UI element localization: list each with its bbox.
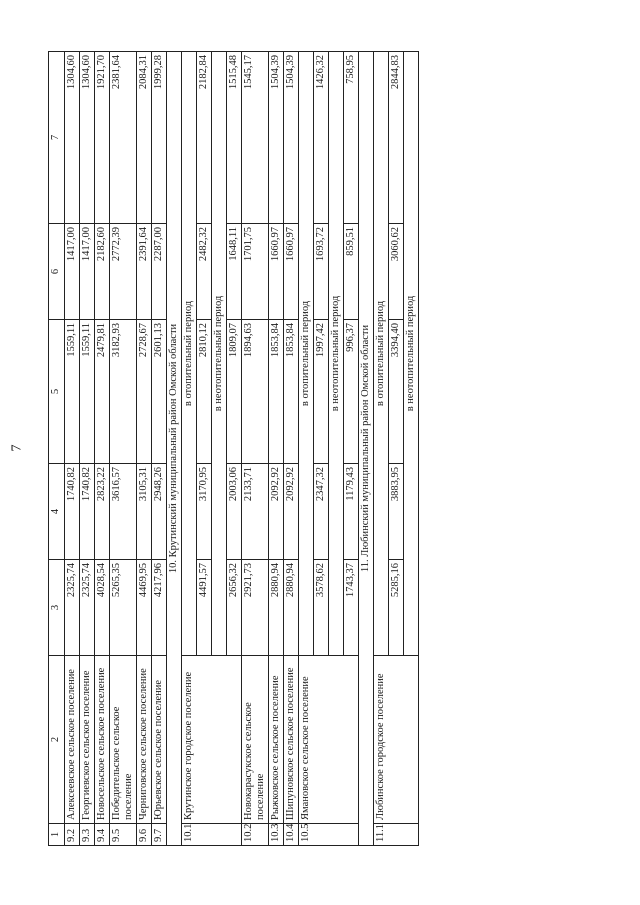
row-number: 10.3 xyxy=(269,824,284,846)
settlement-name: Новосельское сельское поселение xyxy=(95,656,110,824)
settlement-name: Алексеевское сельское поселение xyxy=(65,656,80,824)
period-label: в неотопительный период xyxy=(212,52,227,656)
value-cell: 1701,75 xyxy=(242,224,269,320)
value-cell: 2084,31 xyxy=(137,52,152,224)
tariff-table xyxy=(48,51,419,846)
settlement-name: Победительское сельское поселение xyxy=(110,656,137,824)
value-cell: 1921,70 xyxy=(95,52,110,224)
value-cell: 1809,07 xyxy=(227,320,242,464)
row-number: 9.7 xyxy=(152,824,167,846)
value-cell: 2482,32 xyxy=(197,224,212,320)
header-cell: 7 xyxy=(49,52,65,224)
value-cell: 2391,64 xyxy=(137,224,152,320)
value-cell: 3578,62 xyxy=(314,560,329,656)
value-cell: 5285,16 xyxy=(389,560,404,656)
section-row xyxy=(167,52,182,846)
value-cell: 2381,64 xyxy=(110,52,137,224)
row-number: 10.1 xyxy=(182,824,242,846)
value-cell: 2772,39 xyxy=(110,224,137,320)
header-cell: 4 xyxy=(49,464,65,560)
section-title: 10. Крутинский муниципальный район Омской области xyxy=(167,52,182,846)
settlement-name: Шипуновское сельское поселение xyxy=(284,656,299,824)
value-cell: 2479,81 xyxy=(95,320,110,464)
period-label: в отопительный период xyxy=(182,52,197,656)
value-cell: 1417,00 xyxy=(80,224,95,320)
value-cell: 1504,39 xyxy=(269,52,284,224)
value-cell: 1515,48 xyxy=(227,52,242,224)
settlement-name: Черниговское сельское поселение xyxy=(137,656,152,824)
value-cell: 2133,71 xyxy=(242,464,269,560)
value-cell: 3105,31 xyxy=(137,464,152,560)
row-number: 10.5 xyxy=(299,824,359,846)
header-row xyxy=(49,52,65,846)
value-cell: 1417,00 xyxy=(65,224,80,320)
settlement-name: Рыжковское сельское поселение xyxy=(269,656,284,824)
period-label: в неотопительный период xyxy=(404,52,419,656)
value-cell: 2601,13 xyxy=(152,320,167,464)
rotated-table-container xyxy=(48,52,584,846)
section-row xyxy=(359,52,374,846)
value-cell: 1740,82 xyxy=(65,464,80,560)
value-cell: 2347,32 xyxy=(314,464,329,560)
value-cell: 1304,60 xyxy=(80,52,95,224)
table-row xyxy=(374,52,389,846)
row-number: 9.4 xyxy=(95,824,110,846)
value-cell: 2325,74 xyxy=(65,560,80,656)
row-number: 10.4 xyxy=(284,824,299,846)
value-cell: 2948,26 xyxy=(152,464,167,560)
value-cell: 2182,60 xyxy=(95,224,110,320)
value-cell: 2325,74 xyxy=(80,560,95,656)
value-cell: 5265,35 xyxy=(110,560,137,656)
row-number: 9.5 xyxy=(110,824,137,846)
header-cell: 2 xyxy=(49,656,65,824)
value-cell: 4028,54 xyxy=(95,560,110,656)
value-cell: 996,37 xyxy=(344,320,359,464)
row-number: 11.1 xyxy=(374,824,419,846)
value-cell: 1894,63 xyxy=(242,320,269,464)
settlement-name: Любинское городское поселение xyxy=(374,656,419,824)
row-number: 9.3 xyxy=(80,824,95,846)
settlement-name: Ямановское сельское поселение xyxy=(299,656,359,824)
period-label: в отопительный период xyxy=(299,52,314,656)
value-cell: 1648,11 xyxy=(227,224,242,320)
table-row xyxy=(80,52,95,846)
table-row xyxy=(182,52,197,846)
table-row xyxy=(242,52,269,846)
value-cell: 1999,28 xyxy=(152,52,167,224)
period-label: в неотопительный период xyxy=(329,52,344,656)
row-number: 10.2 xyxy=(242,824,269,846)
value-cell: 1559,11 xyxy=(80,320,95,464)
header-cell: 1 xyxy=(49,824,65,846)
value-cell: 2092,92 xyxy=(284,464,299,560)
value-cell: 1740,82 xyxy=(80,464,95,560)
value-cell: 2823,22 xyxy=(95,464,110,560)
value-cell: 758,95 xyxy=(344,52,359,224)
page-number: 7 xyxy=(9,444,25,452)
header-cell: 5 xyxy=(49,320,65,464)
value-cell: 2810,12 xyxy=(197,320,212,464)
value-cell: 2880,94 xyxy=(269,560,284,656)
value-cell: 1693,72 xyxy=(314,224,329,320)
value-cell: 2844,83 xyxy=(389,52,404,224)
table-row xyxy=(95,52,110,846)
value-cell: 1997,42 xyxy=(314,320,329,464)
value-cell: 1660,97 xyxy=(284,224,299,320)
value-cell: 4491,57 xyxy=(197,560,212,656)
value-cell: 2287,00 xyxy=(152,224,167,320)
value-cell: 1504,39 xyxy=(284,52,299,224)
value-cell: 1179,43 xyxy=(344,464,359,560)
value-cell: 2182,84 xyxy=(197,52,212,224)
value-cell: 1660,97 xyxy=(269,224,284,320)
table-row xyxy=(65,52,80,846)
value-cell: 3182,93 xyxy=(110,320,137,464)
value-cell: 2003,06 xyxy=(227,464,242,560)
value-cell: 1853,84 xyxy=(269,320,284,464)
value-cell: 2728,67 xyxy=(137,320,152,464)
table-row xyxy=(137,52,152,846)
table-row xyxy=(284,52,299,846)
value-cell: 1853,84 xyxy=(284,320,299,464)
table-row xyxy=(269,52,284,846)
value-cell: 2656,32 xyxy=(227,560,242,656)
value-cell: 2880,94 xyxy=(284,560,299,656)
row-number: 9.6 xyxy=(137,824,152,846)
value-cell: 859,51 xyxy=(344,224,359,320)
header-cell: 3 xyxy=(49,560,65,656)
table-row xyxy=(299,52,314,846)
value-cell: 4217,96 xyxy=(152,560,167,656)
value-cell: 3394,40 xyxy=(389,320,404,464)
value-cell: 1545,17 xyxy=(242,52,269,224)
period-label: в отопительный период xyxy=(374,52,389,656)
value-cell: 3170,95 xyxy=(197,464,212,560)
value-cell: 1743,37 xyxy=(344,560,359,656)
settlement-name: Новокарасукское сельское поселение xyxy=(242,656,269,824)
value-cell: 2092,92 xyxy=(269,464,284,560)
value-cell: 1304,60 xyxy=(65,52,80,224)
header-cell: 6 xyxy=(49,224,65,320)
section-title: 11. Любинский муниципальный район Омской области xyxy=(359,52,374,846)
value-cell: 4469,95 xyxy=(137,560,152,656)
value-cell: 2921,73 xyxy=(242,560,269,656)
value-cell: 3060,62 xyxy=(389,224,404,320)
value-cell: 1559,11 xyxy=(65,320,80,464)
settlement-name: Георгиевское сельское поселение xyxy=(80,656,95,824)
row-number: 9.2 xyxy=(65,824,80,846)
value-cell: 3883,95 xyxy=(389,464,404,560)
settlement-name: Юрьевское сельское поселение xyxy=(152,656,167,824)
value-cell: 1426,32 xyxy=(314,52,329,224)
settlement-name: Крутинское городское поселение xyxy=(182,656,242,824)
value-cell: 3616,57 xyxy=(110,464,137,560)
rotated-table-area xyxy=(48,52,584,846)
table-row xyxy=(152,52,167,846)
table-row xyxy=(110,52,137,846)
